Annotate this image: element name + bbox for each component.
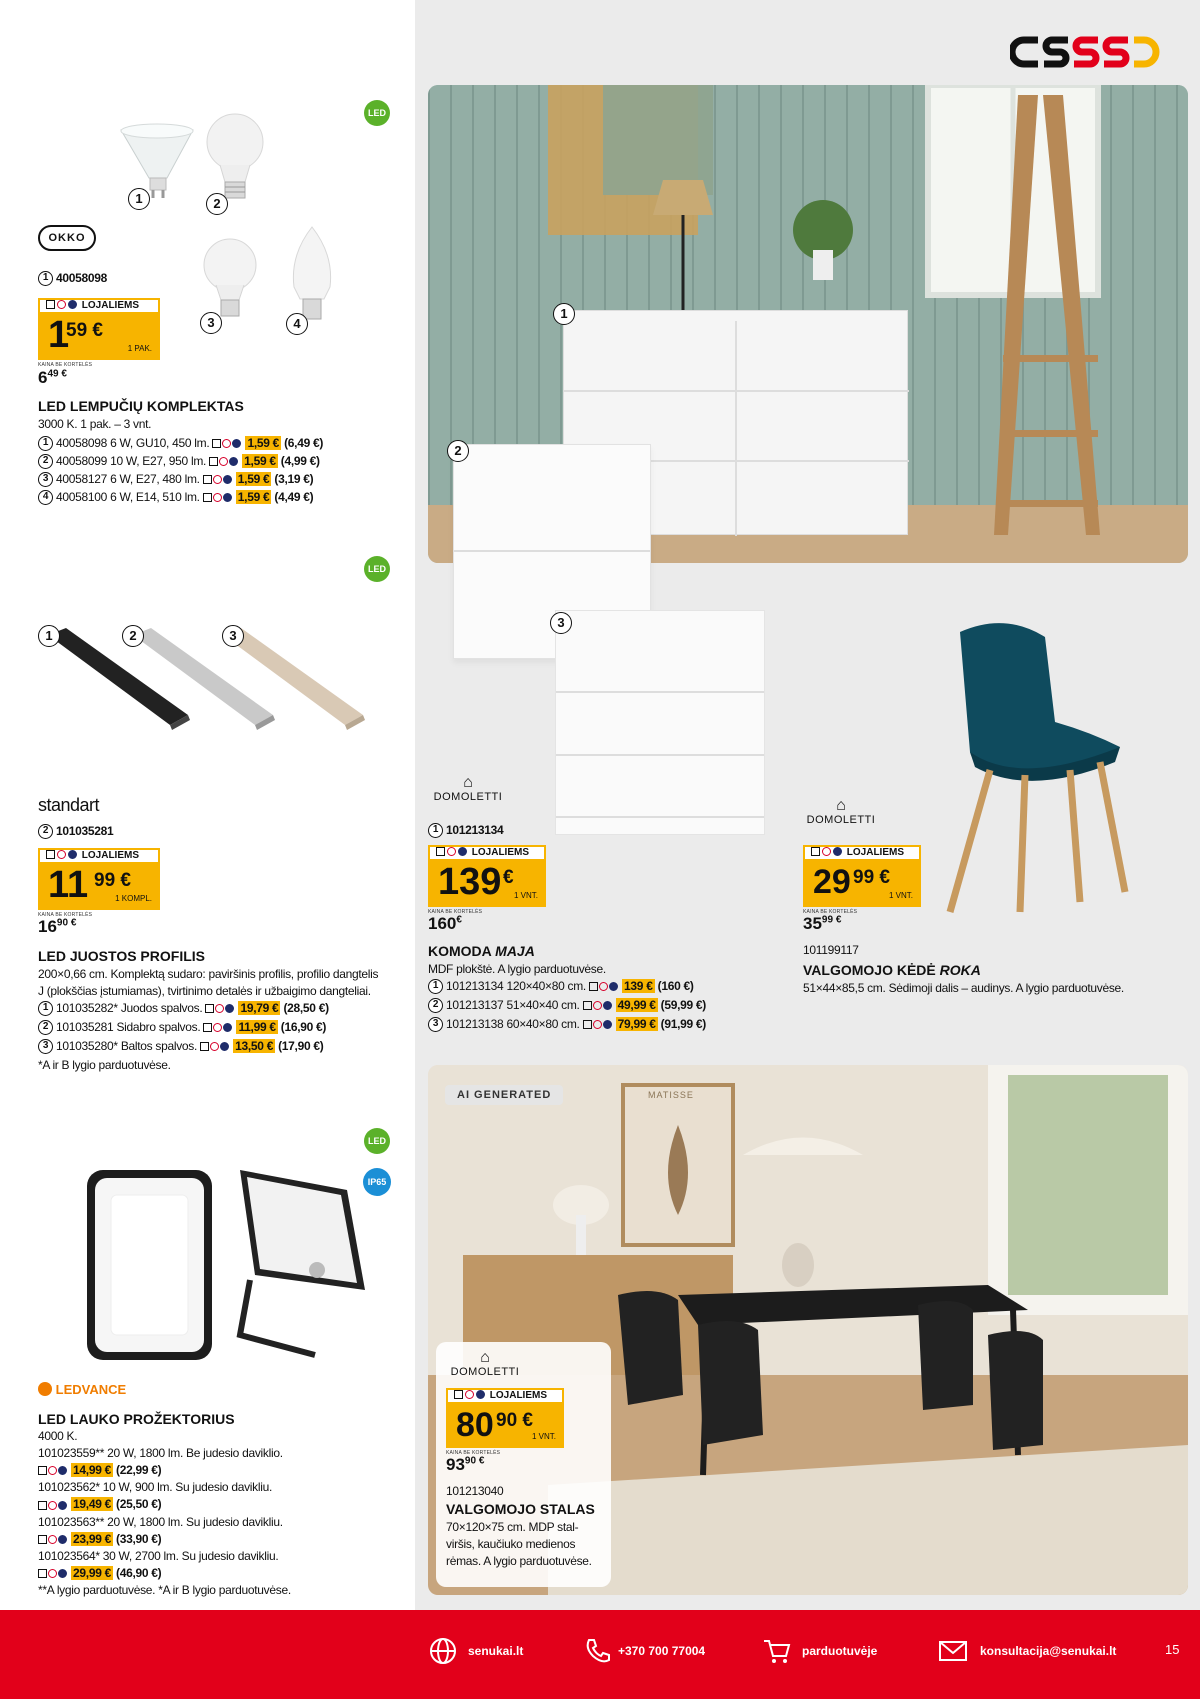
price-integer: 139 (438, 861, 502, 903)
table-desc-line: viršis, kaučiuko medienos (446, 1537, 576, 1551)
profiles-image (38, 620, 378, 740)
footer-store-link[interactable]: parduotuvėje (802, 1644, 878, 1658)
domoletti-logo: ⌂ DOMOLETTI (800, 798, 882, 826)
house-icon: ⌂ (463, 774, 473, 791)
profiles-desc (38, 966, 408, 1074)
floodlight-row-text: 101023562* 10 W, 900 lm. Su judesio davikliu. (38, 1480, 272, 1495)
marker-1: 1 (38, 625, 60, 647)
house-icon: ⌂ (836, 797, 846, 814)
kaina-label: KAINA BE KORTELĖS (38, 912, 93, 918)
marker-1: 1 (553, 303, 575, 325)
price-decimal: 99 € (94, 870, 131, 891)
floodlight-image (85, 1165, 375, 1365)
marker-2: 2 (206, 193, 228, 215)
floodlight-row-text: 101023564* 30 W, 2700 lm. Su judesio davikliu. (38, 1548, 279, 1563)
chair-code: 101199117 (803, 943, 859, 957)
marker-2: 2 (447, 440, 469, 462)
bulbs-rows (38, 435, 398, 507)
chair-image (930, 612, 1130, 922)
mail-icon (938, 1636, 968, 1666)
brand-logo[interactable] (1010, 32, 1165, 72)
bulbs-row: 2 40058099 10 W, E27, 950 lm. 1,59 € (4,99 €) (38, 453, 398, 471)
loyalty-strip: LOJALIEMS (428, 845, 546, 861)
cart-icon (762, 1636, 792, 1666)
ai-generated-tag: AI GENERATED (445, 1085, 563, 1105)
ip65-badge: IP65 (363, 1168, 391, 1196)
loyalty-strip: LOJALIEMS (803, 845, 921, 861)
dresser-row: 2 101213137 51×40×40 cm. 49,99 € (59,99 €) (428, 997, 778, 1016)
price-integer: 29 (813, 863, 851, 901)
old-price: $16^{90 €}$ (38, 917, 77, 936)
floodlight-row-price: 14,99 € (22,99 €) (38, 1462, 408, 1479)
footer-email-link[interactable]: konsultacija@senukai.lt (980, 1644, 1117, 1658)
marker-2: 2 (122, 625, 144, 647)
price-unit: 1 VNT. (513, 891, 538, 900)
domoletti-logo: ⌂ DOMOLETTI (428, 775, 508, 803)
globe-icon (428, 1636, 458, 1666)
kaina-label: KAINA BE KORTELĖS (38, 362, 93, 368)
house-icon: ⌂ (480, 1349, 490, 1366)
profiles-desc-line: J (plokščias įstumiamas), tvirtinimo detalės ir užbaigimo dangteliai. (38, 984, 371, 998)
old-price: 160€ (428, 914, 462, 933)
phone-icon (582, 1636, 612, 1666)
floodlight-row-price: 29,99 € (46,90 €) (38, 1565, 408, 1582)
dresser-row: 1 101213134 120×40×80 cm. 139 € (160 €) (428, 978, 778, 997)
dresser-desc (428, 961, 778, 1035)
chair-desc: 51×44×85,5 cm. Sėdimoji dalis – audinys. A lygio parduotuvėse. (803, 981, 1124, 995)
price-decimal: 90 € (496, 1410, 533, 1431)
table-price-box (446, 1388, 564, 1448)
price-decimal: 59 € (66, 320, 103, 341)
profiles-title: LED JUOSTOS PROFILIS (38, 948, 205, 964)
marker-1: 1 (128, 188, 150, 210)
standart-logo: standart (38, 795, 100, 815)
price-unit: 1 KOMPL. (115, 894, 152, 903)
floodlight-desc (38, 1428, 408, 1599)
table-code: 101213040 (446, 1484, 504, 1498)
poster-text: MATISSE (648, 1090, 694, 1100)
dresser-code: 1 101213134 (428, 822, 503, 839)
dresser-price-box (428, 845, 546, 907)
table-desc (446, 1519, 606, 1570)
floodlight-row-text: 101023559** 20 W, 1800 lm. Be judesio daviklio. (38, 1446, 283, 1460)
price-integer: 80 (456, 1406, 494, 1444)
profiles-desc-line: 200×0,66 cm. Komplektą sudaro: paviršinis profilis, profilio dangtelis (38, 967, 379, 981)
floodlight-row-price: 23,99 € (33,90 €) (38, 1531, 408, 1548)
loyalty-strip: LOJALIEMS (38, 848, 160, 864)
bulbs-desc: 3000 K. 1 pak. – 3 vnt. (38, 417, 152, 431)
bulbs-price-box (38, 298, 160, 360)
floodlight-desc-line: 4000 K. (38, 1429, 78, 1443)
kaina-label: KAINA BE KORTELĖS (803, 909, 858, 915)
table-title: VALGOMOJO STALAS (446, 1501, 595, 1517)
led-badge: LED (364, 1128, 390, 1154)
table-desc-line: 70×120×75 cm. MDP stal- (446, 1520, 579, 1534)
dresser-desc-line: MDF plokštė. A lygio parduotuvėse. (428, 962, 606, 976)
led-badge: LED (364, 100, 390, 126)
price-unit: 1 VNT. (888, 891, 913, 900)
old-price: $35^{99 €}$ (803, 914, 842, 933)
price-integer: 1 (48, 314, 70, 356)
dresser-row: 3 101213138 60×40×80 cm. 79,99 € (91,99 €) (428, 1016, 778, 1035)
profiles-row: 3 101035280* Baltos spalvos. 13,50 € (17,90 €) (38, 1038, 408, 1057)
footer-web-link[interactable]: senukai.lt (468, 1644, 524, 1658)
kaina-label: KAINA BE KORTELĖS (428, 909, 483, 915)
footer-bar (0, 1610, 1200, 1699)
floodlight-row-text: 101023563** 20 W, 1800 lm. Su judesio davikliu. (38, 1514, 283, 1529)
dresser-small-image (555, 610, 765, 835)
bulbs-title: LED LEMPUČIŲ KOMPLEKTAS (38, 398, 244, 414)
profiles-row: 2 101035281 Sidabro spalvos. 11,99 € (16,90 €) (38, 1019, 408, 1038)
price-decimal: 99 € (853, 867, 890, 888)
marker-3: 3 (550, 612, 572, 634)
profiles-row: 1 101035282* Juodos spalvos. 19,79 € (28,50 €) (38, 1000, 408, 1019)
profiles-note: *A ir B lygio parduotuvėse. (38, 1058, 171, 1072)
ledvance-logo: LEDVANCE (38, 1382, 126, 1397)
footer-phone-link[interactable]: +370 700 77004 (618, 1644, 706, 1658)
floodlight-title: LED LAUKO PROŽEKTORIUS (38, 1411, 235, 1427)
price-unit: 1 VNT. (531, 1432, 556, 1441)
bulbs-code: 1 40058098 (38, 270, 107, 287)
led-badge: LED (364, 556, 390, 582)
floodlight-row-price: 19,49 € (25,50 €) (38, 1496, 408, 1513)
marker-4: 4 (286, 313, 308, 335)
chair-price-box (803, 845, 921, 907)
okko-logo: OKKO (38, 225, 96, 251)
profiles-code: 2 101035281 (38, 823, 113, 840)
old-price: $6^{49 €}$ (38, 368, 67, 387)
bulbs-row: 4 40058100 6 W, E14, 510 lm. 1,59 € (4,49 €) (38, 489, 398, 507)
price-integer: 11 (48, 864, 89, 906)
price-unit: 1 PAK. (127, 344, 152, 353)
kaina-label: KAINA BE KORTELĖS (446, 1450, 501, 1456)
marker-3: 3 (200, 312, 222, 334)
dresser-title: KOMODA MAJA (428, 943, 535, 959)
price-decimal: € (503, 867, 514, 888)
gu10-bulb-image (115, 120, 200, 205)
bulbs-row: 3 40058127 6 W, E27, 480 lm. 1,59 € (3,19 €) (38, 471, 398, 489)
chair-title: VALGOMOJO KĖDĖ ROKA (803, 962, 981, 978)
marker-3: 3 (222, 625, 244, 647)
old-price: $93^{90 €}$ (446, 1455, 485, 1474)
profiles-price-box (38, 848, 160, 910)
loyalty-strip: LOJALIEMS (446, 1388, 564, 1404)
loyalty-strip: LOJALIEMS (38, 298, 160, 314)
table-desc-line: rėmas. A lygio parduotuvėse. (446, 1554, 592, 1568)
floodlight-note: **A lygio parduotuvėse. *A ir B lygio parduotuvėse. (38, 1583, 291, 1598)
bulbs-row: 1 40058098 6 W, GU10, 450 lm. 1,59 € (6,49 €) (38, 435, 398, 453)
domoletti-logo: ⌂ DOMOLETTI (444, 1350, 526, 1378)
page-number: 15 (1165, 1642, 1180, 1657)
